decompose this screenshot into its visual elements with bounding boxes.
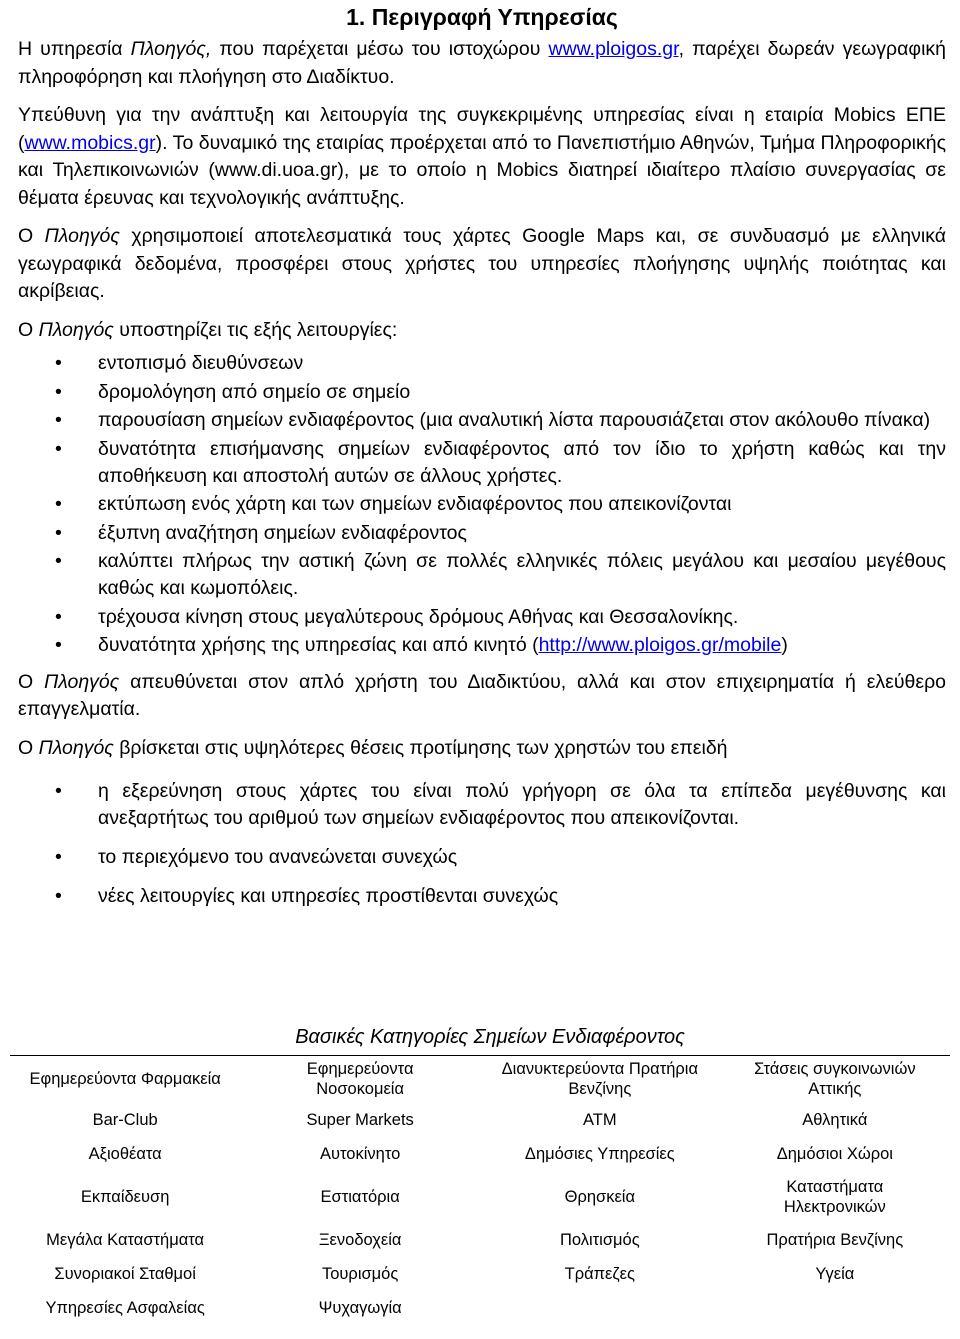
table-row [10, 1171, 950, 1223]
categories-table [10, 1055, 950, 1325]
text: Ο [18, 318, 39, 341]
table-cell: Τουρισμός [321, 1264, 399, 1283]
bullet-icon: • [55, 493, 62, 515]
audience-paragraph [18, 669, 946, 724]
intro-paragraph-3 [18, 223, 946, 306]
list-item-text: δυνατότητα χρήσης της υπηρεσίας και από κινητό ( [98, 634, 539, 656]
text: Η υπηρεσία [18, 38, 131, 60]
table-cell: Super Markets [306, 1110, 414, 1129]
bullet-icon: • [55, 352, 62, 374]
service-name: Πλοηγός [38, 318, 114, 341]
table-cell: Υπηρεσίες Ασφαλείας [45, 1298, 205, 1317]
bullet-icon: • [55, 780, 62, 802]
table-row [10, 1137, 950, 1171]
ranking-paragraph [18, 735, 946, 763]
table-cell [480, 1291, 720, 1325]
table-row [10, 1291, 950, 1325]
table-row [10, 1056, 950, 1103]
text: ). Το δυναμικό της εταιρίας προέρχεται από το Πανεπιστήμιο Αθηνών, Τμήμα Πληροφορικής και Τηλεπικοινωνιών (www.di.uoa.gr), με το οποίο η Mobics διατηρεί ιδιαίτερο πλαίσιο συνεργασίας σε θέματα έρευνας και τεχνολογικής ανάπτυξης. [18, 131, 946, 209]
table-cell: Αυτοκίνητο [319, 1144, 401, 1163]
text: απευθύνεται στον απλό χρήστη του Διαδικτύου, αλλά και στον επιχειρηματία ή ελεύθερο επαγγελματία. [18, 670, 947, 720]
list-item [18, 632, 946, 659]
features-list [18, 350, 946, 659]
list-item-text: η εξερεύνηση στους χάρτες του είναι πολύ γρήγορη σε όλα τα επίπεδα μεγέθυνσης και ανεξαρτήτως του αριθμού των σημείων ενδιαφέροντος που απεικονίζονται. [98, 780, 946, 829]
list-item-text: δυνατότητα επισήμανσης σημείων ενδιαφέροντος από τον ίδιο το χρήστη καθώς και την αποθήκευση και αποστολή αυτών σε άλλους χρήστες. [98, 437, 946, 487]
table-row [10, 1257, 950, 1291]
service-name: Πλοηγός [44, 670, 120, 693]
list-item [18, 407, 946, 434]
text: , παρέχει δωρεάν γεωγραφική πληροφόρηση και πλοήγηση στο Διαδίκτυο. [18, 38, 946, 88]
table-row [10, 1103, 950, 1137]
table-cell: Θρησκεία [564, 1187, 636, 1206]
table-cell: Πρατήρια Βενζίνης [766, 1230, 904, 1249]
table-cell: Ξενοδοχεία [318, 1230, 402, 1249]
text: Ο [18, 736, 39, 759]
table-cell: Διανυκτερεύοντα Πρατήρια Βενζίνης [501, 1060, 698, 1099]
table-cell: Αθλητικά [802, 1110, 868, 1129]
table-cell: Bar-Club [92, 1110, 158, 1129]
text: χρησιμοποιεί αποτελεσματικά τους χάρτες Google Maps και, σε συνδυασμό με ελληνικά γεωγραφικά δεδομένα, προσφέρει στους χρήστες του υπηρεσίες πλοήγησης υψηλής ποιότητας και ακρίβειας. [18, 225, 946, 302]
list-item [18, 548, 946, 602]
bullet-icon: • [55, 634, 62, 656]
list-item-text: ) [781, 634, 788, 656]
table-cell: Εφημερεύοντα Φαρμακεία [29, 1070, 221, 1089]
table-cell: Υγεία [815, 1264, 855, 1283]
table-cell: Πολιτισμός [559, 1230, 640, 1249]
table-cell: Μεγάλα Καταστήματα [46, 1230, 205, 1249]
list-item [18, 883, 946, 910]
features-intro [18, 317, 946, 345]
bullet-icon: • [55, 437, 62, 460]
intro-paragraph-1 [18, 36, 946, 91]
list-item [18, 379, 946, 406]
text: Υπεύθυνη για την ανάπτυξη και λειτουργία της συγκεκριμένης υπηρεσίας είναι η εταιρία Mobics ΕΠΕ ( [18, 104, 946, 154]
list-item [18, 350, 946, 377]
text: υποστηρίζει τις εξής λειτουργίες: [113, 318, 398, 341]
table-cell: Στάσεις συγκοινωνιών Αττικής [754, 1060, 916, 1099]
bullet-icon: • [55, 521, 62, 544]
intro-paragraph-2 [18, 102, 946, 212]
list-item [18, 844, 946, 871]
list-item [18, 520, 946, 547]
bullet-icon: • [55, 380, 62, 403]
service-name: Πλοηγός [38, 736, 114, 759]
ploigos-link[interactable]: www.ploigos.gr [548, 38, 679, 60]
list-item-text: εκτύπωση ενός χάρτη και των σημείων ενδιαφέροντος που απεικονίζονται [98, 493, 732, 515]
table-cell: Εστιατόρια [320, 1187, 400, 1206]
table-title: Βασικές Κατηγορίες Σημείων Ενδιαφέροντος [295, 1026, 685, 1048]
list-item [18, 436, 946, 490]
list-item [18, 604, 946, 631]
table-cell: Εφημερεύοντα Νοσοκομεία [306, 1060, 414, 1099]
list-item [18, 778, 946, 832]
table-cell: Τράπεζες [564, 1264, 635, 1283]
table-cell: Δημόσιοι Χώροι [776, 1144, 893, 1163]
text: Ο [18, 670, 45, 693]
list-item-text: έξυπνη αναζήτηση σημείων ενδιαφέροντος [98, 521, 467, 544]
table-cell: Δημόσιες Υπηρεσίες [524, 1144, 675, 1163]
table-cell: Εκπαίδευση [80, 1187, 170, 1206]
service-name: Πλοηγός [44, 225, 120, 247]
text: που παρέχεται μέσω του ιστοχώρου [211, 38, 549, 60]
section-heading: 1. Περιγραφή Υπηρεσίας [346, 4, 618, 30]
bullet-icon: • [55, 550, 62, 572]
list-item-text: δρομολόγηση από σημείο σε σημείο [98, 380, 411, 403]
table-cell [720, 1291, 950, 1325]
list-item-text: τρέχουσα κίνηση στους μεγαλύτερους δρόμους Αθήνας και Θεσσαλονίκης. [98, 605, 739, 628]
service-name: Πλοηγός, [130, 38, 212, 60]
table-row [10, 1223, 950, 1257]
list-item-text: παρουσίαση σημείων ενδιαφέροντος (μια αναλυτική λίστα παρουσιάζεται στον ακόλουθο πίνακα) [98, 409, 931, 431]
table-cell: ATM [583, 1110, 617, 1129]
text: βρίσκεται στις υψηλότερες θέσεις προτίμησης των χρηστών του επειδή [113, 736, 728, 759]
mobile-link[interactable]: http://www.ploigos.gr/mobile [538, 634, 782, 656]
list-item [18, 491, 946, 518]
table-cell: Ψυχαγωγία [318, 1298, 402, 1317]
text: Ο [18, 225, 45, 247]
bullet-icon: • [55, 409, 62, 431]
bullet-icon: • [55, 605, 62, 628]
mobics-link[interactable]: www.mobics.gr [24, 131, 156, 154]
table-cell: Αξιοθέατα [88, 1144, 162, 1163]
table-cell: Καταστήματα Ηλεκτρονικών [783, 1177, 886, 1216]
reasons-list [18, 778, 946, 910]
list-item-text: εντοπισμό διευθύνσεων [98, 352, 304, 374]
bullet-icon: • [55, 885, 62, 907]
list-item-text: το περιεχόμενο του ανανεώνεται συνεχώς [98, 846, 458, 868]
document-page [18, 0, 946, 912]
list-item-text: καλύπτει πλήρως την αστική ζώνη σε πολλές ελληνικές πόλεις μεγάλου και μεσαίου μεγέθους καθώς και κωμοπόλεις. [98, 550, 946, 599]
list-item-text: νέες λειτουργίες και υπηρεσίες προστίθενται συνεχώς [98, 885, 559, 907]
bullet-icon: • [55, 846, 62, 868]
table-cell: Συνοριακοί Σταθμοί [54, 1264, 196, 1283]
